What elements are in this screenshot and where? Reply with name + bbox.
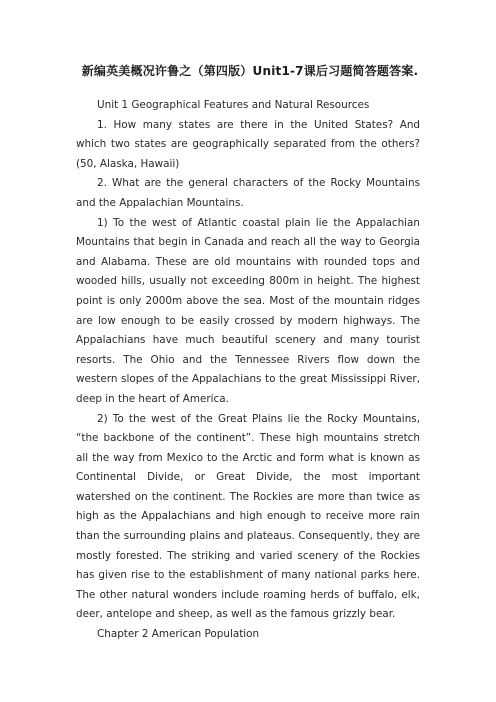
answer-rocky: 2) To the west of the Great Plains lie the Rocky Mountains, “the backbone of the continent”. These high mountains stretch all the way from Mexico to the Arctic and form what is known as Continental Divide, or Great Divide, the most important watershed on the continent. The Rockies are more than twice as high as the Appalachians and high enough to receive more rain than the surrounding plains and plateaus. Consequently, they are mostly forested. The striking and varied scenery of the Rockies has given rise to the establishment of many national parks here. The other natural wonders include roaming herds of buffalo, elk, deer, antelope and sheep, as well as the famous grizzly bear. bbox=[76, 412, 420, 621]
question-1: 1. How many states are there in the United States? And which two states are geographically separated from the others? (50, Alaska, Hawaii) bbox=[76, 118, 420, 170]
document-body bbox=[76, 96, 420, 645]
document-title: 新编英美概况许鲁之（第四版）Unit1-7课后习题简答题答案. bbox=[81, 64, 419, 78]
chapter-heading: Chapter 2 American Population bbox=[97, 628, 260, 641]
answer-appalachian: 1) To the west of Atlantic coastal plain lie the Appalachian Mountains that begin in Canada and reach all the way to Georgia and Alabama. These are old mountains with rounded tops and wooded hills, usually not exceeding 800m in height. The highest point is only 2000m above the sea. Most of the mountain ridges are low enough to be easily crossed by modern highways. The Appalachians have much beautiful scenery and many tourist resorts. The Ohio and the Tennessee Rivers flow down the western slopes of the Appalachians to the great Mississippi River, deep in the heart of America. bbox=[76, 216, 420, 405]
question-2: 2. What are the general characters of the Rocky Mountains and the Appalachian Mountains. bbox=[76, 177, 420, 209]
unit-heading: Unit 1 Geographical Features and Natural Resources bbox=[97, 99, 370, 111]
